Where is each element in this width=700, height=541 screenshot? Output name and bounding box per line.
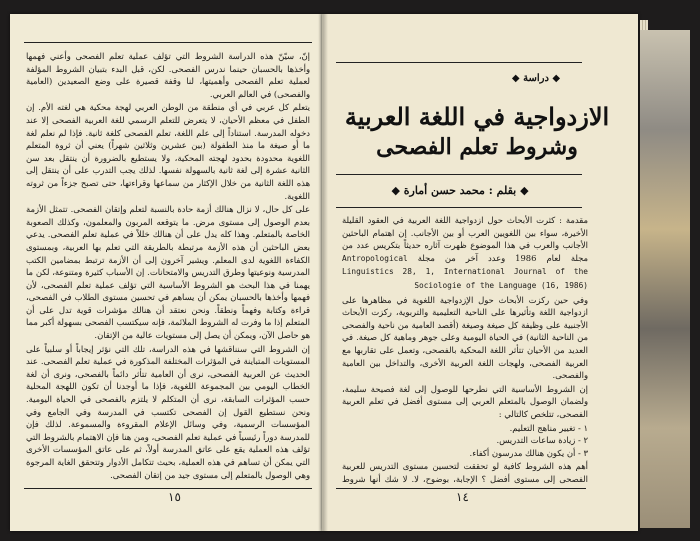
right-page-body bbox=[342, 214, 588, 484]
top-rule-right bbox=[336, 62, 582, 63]
bullet-icon: ◆ bbox=[511, 73, 524, 84]
conditions-intro: إن الشروط الأساسية التي نطرحها للوصول إلى لغة فصيحة سليمة، ولضمان الوصول بالمتعلم العربي إلى مستوى أفضل في تعلم العربية الفصحى، تتلخص كالتالي : bbox=[342, 383, 588, 419]
list-item: ١ - تغيير مناهج التعليم. bbox=[509, 422, 588, 433]
byline: ◆ بقلم : محمد حسن أمارة ◆ bbox=[391, 184, 529, 197]
paragraph: إن الشروط التي سنناقشها في هذه الدراسة، تلك التي نؤثر إيجاباً أو سلبياً على المستويات المتباينة في المؤثرات المختلفة المذكورة في عملية تعلم الفصحى. عند الحديث عن العربية الفصحى، نرى أن العامية تتأثر دائماً بالفصحى، ونرى أن لغة الخطاب اليومي بين المجموعة اللغوية، فإذا ما أوجدنا أن تكون اللهجة المحلية حسب المؤثرات السابقة، نرى أن المتكلم لا يلتزم بالفصحى في الحياة اليومية. ونحن نستطيع القول إن الفصحى تكتسب في المدرسة وفي الجامع وفي المؤسسات الرسمية، وفي وسائل الإعلام المقروءة والمسموعة. لذلك فإن للمدرسة دوراً رئيسياً في عملية تعلم الفصحى، ومن هنا فإن الاهتمام بالشروط التي تؤلف هذه العملية يقع على عاتق المدرسة أولاً، ثم على عاتق المؤسسات الأخرى التي يمكن أن تساهم في هذه العملية، بحيث تتكامل الأدوار وتتحقق الغاية المرجوة وهي الوصول بالمتعلم إلى مستوى جيد من إتقان الفصحى. bbox=[26, 343, 310, 480]
paragraph: على كل حال، لا نزال هنالك أزمة حادة بالنسبة لتعلم وإتقان الفصحى. تتمثل الأزمة بعدم الوصول إلى مستوى مرض. ما يتوقعه المربون والمعلمون، وكذلك الصعوبة الخاصة بالمتعلم. وهذا كله يدل على أن هنالك خللاً في عملية تعلم الفصحى. يدعي بعض الباحثين أن هذه الأزمة مرتبطة بالطريقة التي تعلم بها العربية، وبمستوى الكفاءة اللغوية لدى المعلم. ويشير آخرون إلى أن الأزمة ترتبط بمضامين الكتب المدرسية ونوعيتها وطرق التدريس والامتحانات. إن الأسباب كثيرة ومتنوعة، لكن ما يهمنا في هذا البحث هو الشروط الأساسية التي تؤلف عملية تعلم الفصحى، لأن فهمها وأخذها بالحسبان يمكن أن يساهم في تحسين مستوى الطلاب في الفصحى، قراءة وكتابة وفهماً ونطقاً. ونحن نعتقد أن هنالك مؤشرات قوية تدل على أن المتعلم إذا ما وفرت له الشروط الملائمة، فإنه سيكتسب الفصحى بسهولة أكبر مما هو حاصل الآن، ويمكن أن يصل إلى مستويات عالية من الإتقان. bbox=[26, 204, 310, 341]
list-item: ٢ - زيادة ساعات التدريس. bbox=[496, 435, 588, 446]
page-number-left: ١٥ bbox=[168, 490, 181, 504]
bottom-rule-left bbox=[24, 488, 312, 489]
bullet-icon: ◆ bbox=[516, 184, 529, 197]
right-page bbox=[322, 14, 638, 531]
closing-paragraph: أهم هذه الشروط كافية لو تحققت لتحسين مستوى التدريس للعربية الفصحى إلى مستوى أفضل ؟ الإجابة، بوضوح، لا. لا شك أنها شروط bbox=[342, 461, 588, 484]
intro-paragraph: مقدمة : كثرت الأبحاث حول ازدواجية اللغة العربية في العقود القليلة الأخيرة، سواء بين اللغويين العرب أو بين الأجانب. إن اهتمام الباحثين الأجانب والعرب في هذا الموضوع ظهرت آثاره حديثاً بتكريس عدد من مجلة لعام 1986 وعدد آخر من مجلة Antropological Linguistics 28, 1, International Journal of the Sociologie of the Language (16, 1986) bbox=[342, 215, 588, 290]
list-item: ٣ - أن يكون هنالك مدرسون أكفاء. bbox=[469, 447, 588, 458]
bullet-icon: ◆ bbox=[548, 73, 561, 84]
body-paragraph: وفي حين ركزت الأبحاث حول الإزدواجية اللغوية في مظاهرها على ازدواجية اللغة وتأثيرها على الناحية التعليمية والتربوية، ركزت الأبحاث الأجنبية على وظيفة كل صيغة وصيغة (أقصد العامية من ناحية والفصحى من الناحية الثانية) في الحياة اليومية وعلى جوهر وماهية كل صيغة. في العديد من الأحيان تتأثر اللغة المحكية بالفصحى، وتعمل على تقاربها مع العربية الفصحى، ولهجات اللغة العربية الأخرى، والتداخل بين العامية والفصحى. bbox=[342, 294, 588, 381]
byline-rule bbox=[336, 207, 582, 208]
title-rule bbox=[336, 174, 582, 175]
section-label: ◆ دراسة ◆ bbox=[511, 73, 561, 84]
title-line-2: وشروط تعلم الفصحى bbox=[376, 134, 578, 160]
title-line-1: الازدواجية في اللغة العربية bbox=[344, 102, 610, 131]
bullet-icon: ◆ bbox=[391, 184, 404, 197]
cover-edge bbox=[640, 30, 690, 528]
magazine-spread bbox=[10, 14, 638, 531]
top-rule-left bbox=[24, 42, 312, 43]
page-number-right: ١٤ bbox=[456, 490, 469, 504]
left-page bbox=[10, 14, 322, 531]
left-page-body bbox=[26, 50, 310, 482]
article-title bbox=[342, 102, 612, 162]
book-gutter bbox=[318, 14, 328, 531]
conditions-list bbox=[342, 422, 588, 460]
paragraph: إنّ، سيّنّ هذه الدراسة الشروط التي تؤلف عملية تعلم الفصحى وأعني فهمها وأخذها بالحسبان حينما ندرس الفصحى. لكن، قبل البدء بتبيان الشروط المؤلفة لعملية تعلم الفصحى وأهميتها، لنا وقفة قصيرة على وضع الصعيدين (العامية والفصحى) في العالم العربي. bbox=[26, 51, 310, 99]
paragraph: يتعلم كل عربي في أي منطقة من الوطن العربي لهجة محكية هي لغته الأم. إن الطفل في معظم الأحيان، لا يتعرض للتعلم الرسمي للغة العربية الفصحى إلا عند دخوله المدرسة. استناداً إلى علم اللغة، تعلم الفصحى كلغة ثانية. فإذا لم نعلم لغة ما أو صيغة ما منذ الطفولة (بين عشرين وثلاثين شهراً) يعني أن ثروة المتعلم اللغوية محدودة بحدود لهجته المحكية، ولا يستطيع بالضرورة أن ينتقل بعد سن الثانية عشرة إلى لغة ثانية بالسهولة نفسها. لذلك يجب التدرب على أن ينتقل إلى هذه اللغة الثانية من خلال الإكثار من سماعها وقراءتها، حتى تصبح جزءاً من ثروته اللغوية. bbox=[26, 102, 310, 201]
journal-reference: Antropological Linguistics 28, 1, International Journal of the Sociologie of the Language (16, 1986) bbox=[342, 253, 588, 290]
bottom-rule-right bbox=[336, 488, 586, 489]
